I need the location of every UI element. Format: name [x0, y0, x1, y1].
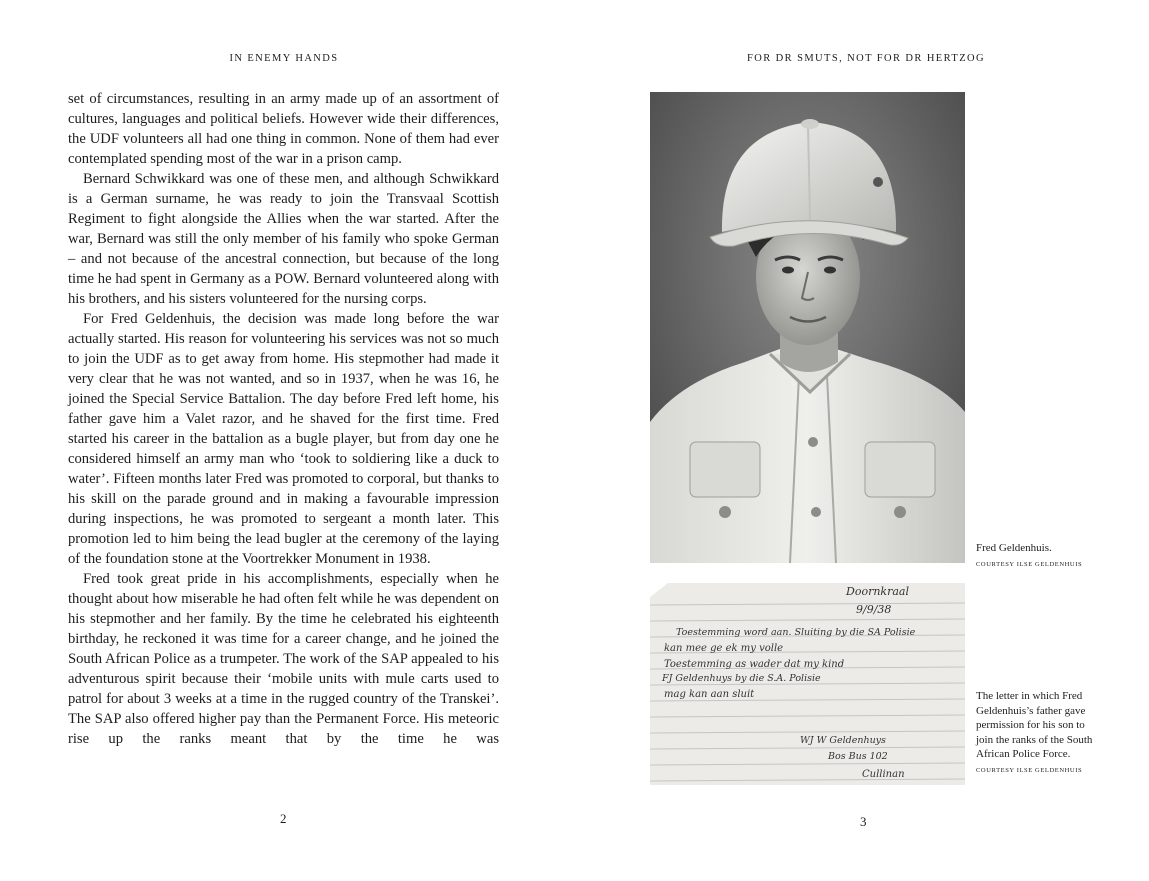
photo-caption-text: Fred Geldenhuis.	[976, 542, 1052, 554]
letter-caption-text: The letter in which Fred Geldenhuis’s father gave permission for his son to join the ranks of the South African Police Force.	[976, 690, 1093, 760]
letter-signature: Cullinan	[862, 769, 905, 780]
letter-line: kan mee ge ek my volle	[664, 643, 784, 654]
page-number-right: 3	[860, 814, 867, 829]
letter-credit: COURTESY ILSE GELDENHUIS	[976, 766, 1083, 774]
running-head-right: FOR DR SMUTS, NOT FOR DR HERTZOG	[747, 53, 985, 64]
letter-caption	[976, 689, 1096, 778]
running-head-left: IN ENEMY HANDS	[229, 53, 339, 64]
letter-line: mag kan aan sluit	[664, 689, 755, 700]
paragraph: For Fred Geldenhuis, the decision was made long before the war actually started. His reason for volunteering his services was not so much to join the UDF as to get away from home. His stepmother had made it very clear that he was not wanted, and so in 1937, when he was 16, he joined the Special Service Battalion. The day before Fred left home, his father gave him a Valet razor, and he shaved for the first time. Fred started his career in the battalion as a bugle player, but from day one he considered himself an army man who ‘took to soldiering like a duck to water’. Fifteen months later Fred was promoted to corporal, but thanks to his skill on the parade ground and in making a favourable impression during inspections, he was promoted to sergeant a month later. This promotion led to him being the lead bugler at the ceremony of the laying of the foundation stone at the Voortrekker Monument in 1938.	[68, 311, 499, 567]
photo-caption	[976, 541, 1082, 572]
body-text	[68, 89, 499, 749]
portrait-illustration	[650, 92, 965, 563]
letter-photo	[650, 583, 965, 785]
letter-illustration	[650, 583, 965, 785]
page-number-left: 2	[280, 811, 287, 826]
paragraph: Fred took great pride in his accomplishments, especially when he thought about how miserable he had often felt while he was dependent on his stepmother and her family. By the time he celebrated his eighteenth birthday, he reckoned it was time for a career change, and he joined the South African Police as a trumpeter. The work of the SAP appealed to his adventurous spirit because their ‘mobile units with mule carts used to patrol for about 3 weeks at a time in the rugged country of the Transkei’. The SAP also offered higher pay than the Permanent Force. His meteoric rise up the ranks meant that by the time he was	[68, 571, 499, 747]
photo-credit: COURTESY ILSE GELDENHUIS	[976, 560, 1083, 568]
portrait-photo	[650, 92, 965, 563]
letter-line: FJ Geldenhuys by die S.A. Polisie	[662, 673, 821, 684]
letter-line: Toestemming as wader dat my kind	[664, 659, 845, 670]
letter-place: Doornkraal	[846, 585, 909, 598]
paragraph: set of circumstances, resulting in an army made up of an assortment of cultures, languages and political beliefs. However wide their differences, the UDF volunteers all had one thing in common. None of them had ever contemplated spending most of the war in a prison camp.	[68, 91, 499, 167]
letter-signature: Bos Bus 102	[828, 751, 888, 762]
letter-signature: WJ W Geldenhuys	[800, 735, 886, 746]
letter-line: Toestemming word aan. Sluiting by die SA Polisie	[676, 627, 916, 638]
letter-date: 9/9/38	[856, 603, 892, 616]
paragraph: Bernard Schwikkard was one of these men, and although Schwikkard is a German surname, he was ready to join the Transvaal Scottish Regiment to fight alongside the Allies when the war started. After the war, Bernard was still the only member of his family who spoke German – and not because of the ancestral connection, but because of the long time he had spent in Germany as a POW. Bernard volunteered along with his brothers, and his sisters volunteered for the nursing corps.	[68, 171, 499, 307]
